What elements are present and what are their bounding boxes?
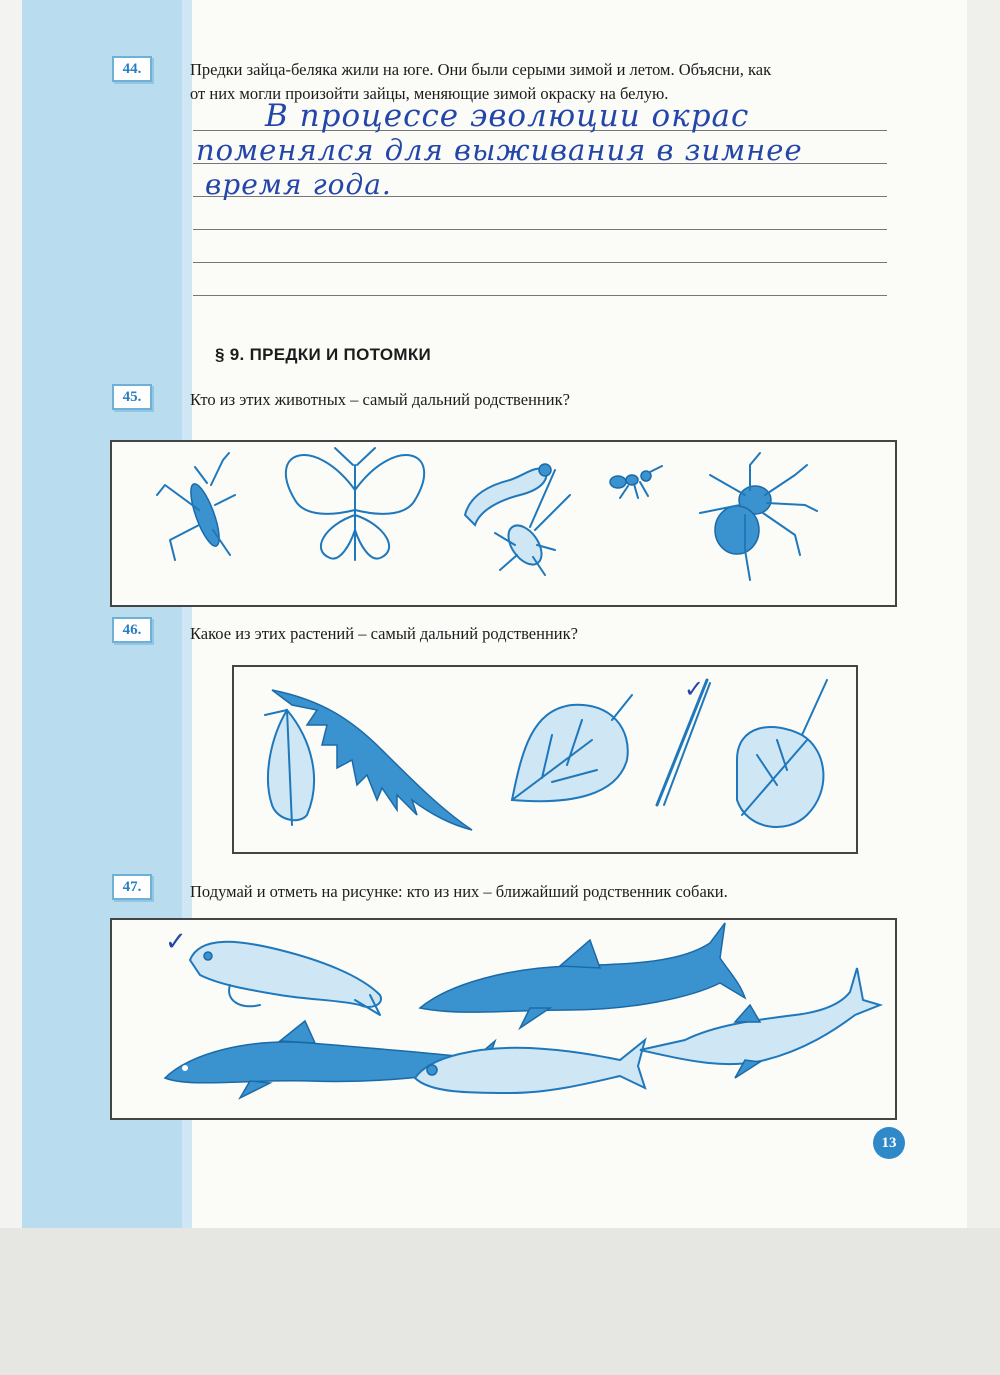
caterpillar-icon bbox=[465, 464, 551, 525]
task-number-47: 47. bbox=[112, 874, 152, 900]
page-number-badge: 13 bbox=[873, 1127, 905, 1159]
task-45-question: Кто из этих животных – самый дальний родственник? bbox=[190, 390, 570, 409]
shark-icon bbox=[420, 923, 745, 1028]
scan-right-edge bbox=[967, 0, 1000, 1228]
handwritten-answer-line1: В процессе эволюции окрас bbox=[265, 98, 750, 134]
answer-line bbox=[193, 295, 887, 296]
handwritten-answer-line2: поменялся для выживания в зимнее bbox=[196, 133, 803, 167]
answer-line bbox=[193, 262, 887, 263]
handwritten-answer-line3: время года. bbox=[205, 168, 392, 201]
linden-leaf-icon bbox=[512, 695, 632, 801]
animals-47-illustration bbox=[110, 918, 895, 1118]
task-44-question-line1: Предки зайца-беляка жили на юге. Они были серыми зимой и летом. Объясни, как bbox=[190, 60, 772, 79]
checkmark-46: ✓ bbox=[684, 675, 705, 703]
aspen-leaf-icon bbox=[737, 680, 827, 827]
task-47-question: Подумай и отметь на рисунке: кто из них – ближайший родственник собаки. bbox=[190, 882, 728, 901]
scan-bottom-area bbox=[0, 1228, 1000, 1375]
spider-icon bbox=[700, 453, 817, 580]
beetle-icon bbox=[157, 453, 235, 560]
birch-leaf-icon bbox=[265, 710, 314, 825]
answer-line bbox=[193, 229, 887, 230]
herring-icon bbox=[415, 1040, 645, 1093]
task-number-45: 45. bbox=[112, 384, 152, 410]
animals-45-illustration bbox=[110, 440, 895, 605]
task-number-44: 44. bbox=[112, 56, 152, 82]
seal-icon bbox=[190, 942, 381, 1015]
checkmark-47: ✓ bbox=[165, 927, 187, 957]
task-44-question-line2: от них могли произойти зайцы, меняющие зимой окраску на белую. bbox=[190, 84, 669, 103]
section-heading: § 9. ПРЕДКИ И ПОТОМКИ bbox=[215, 345, 432, 364]
plants-46-illustration bbox=[232, 665, 857, 853]
butterfly-icon bbox=[286, 448, 424, 560]
task-46-question: Какое из этих растений – самый дальний родственник? bbox=[190, 624, 578, 643]
ant-icon bbox=[610, 466, 662, 498]
task-number-46: 46. bbox=[112, 617, 152, 643]
